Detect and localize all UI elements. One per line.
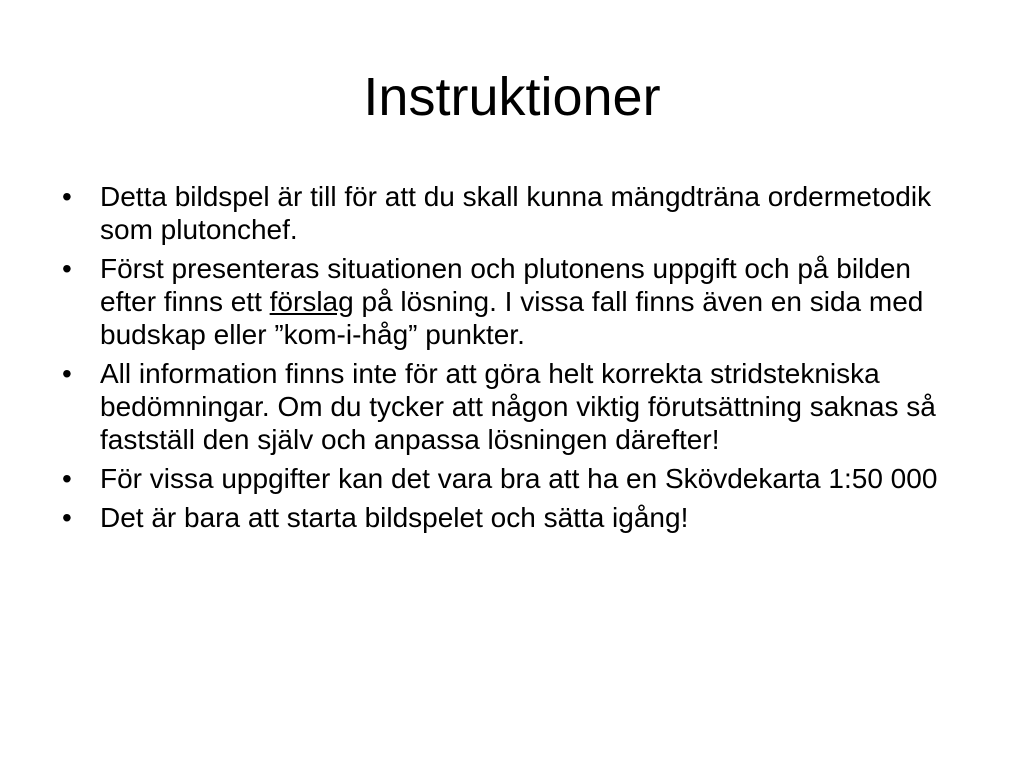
bullet-list	[62, 180, 962, 540]
bullet-item-5	[62, 501, 962, 534]
slide-title: Instruktioner	[363, 67, 661, 127]
bullet-icon: •	[62, 358, 72, 389]
bullet-item-4	[62, 462, 962, 495]
bullet-icon: •	[62, 502, 72, 533]
bullet-text-5: Det är bara att starta bildspelet och sätta igång!	[100, 502, 689, 533]
forslag-link[interactable]: förslag	[269, 286, 354, 317]
bullet-text-2-after: på lösning. I vissa fall finns även en sida med budskap eller ”kom-i-håg” punkter.	[100, 286, 924, 350]
bullet-item-3	[62, 357, 962, 456]
bullet-text-4: För vissa uppgifter kan det vara bra att ha en Skövdekarta 1:50 000	[100, 463, 938, 494]
bullet-icon: •	[62, 463, 72, 494]
bullet-text-3: All information finns inte för att göra helt korrekta stridstekniska bedömningar. Om du tycker att någon viktig förutsättning saknas så fastställ den själv och anpassa lösningen därefter!	[100, 358, 936, 455]
bullet-text-1: Detta bildspel är till för att du skall kunna mängdträna ordermetodik som plutonchef.	[100, 181, 932, 245]
bullet-item-1	[62, 180, 962, 246]
bullet-item-2	[62, 252, 962, 351]
bullet-icon: •	[62, 253, 72, 284]
bullet-icon: •	[62, 181, 72, 212]
bullet-text-2-before: Först presenteras situationen och plutonens uppgift och på bilden efter finns ett	[100, 253, 911, 317]
